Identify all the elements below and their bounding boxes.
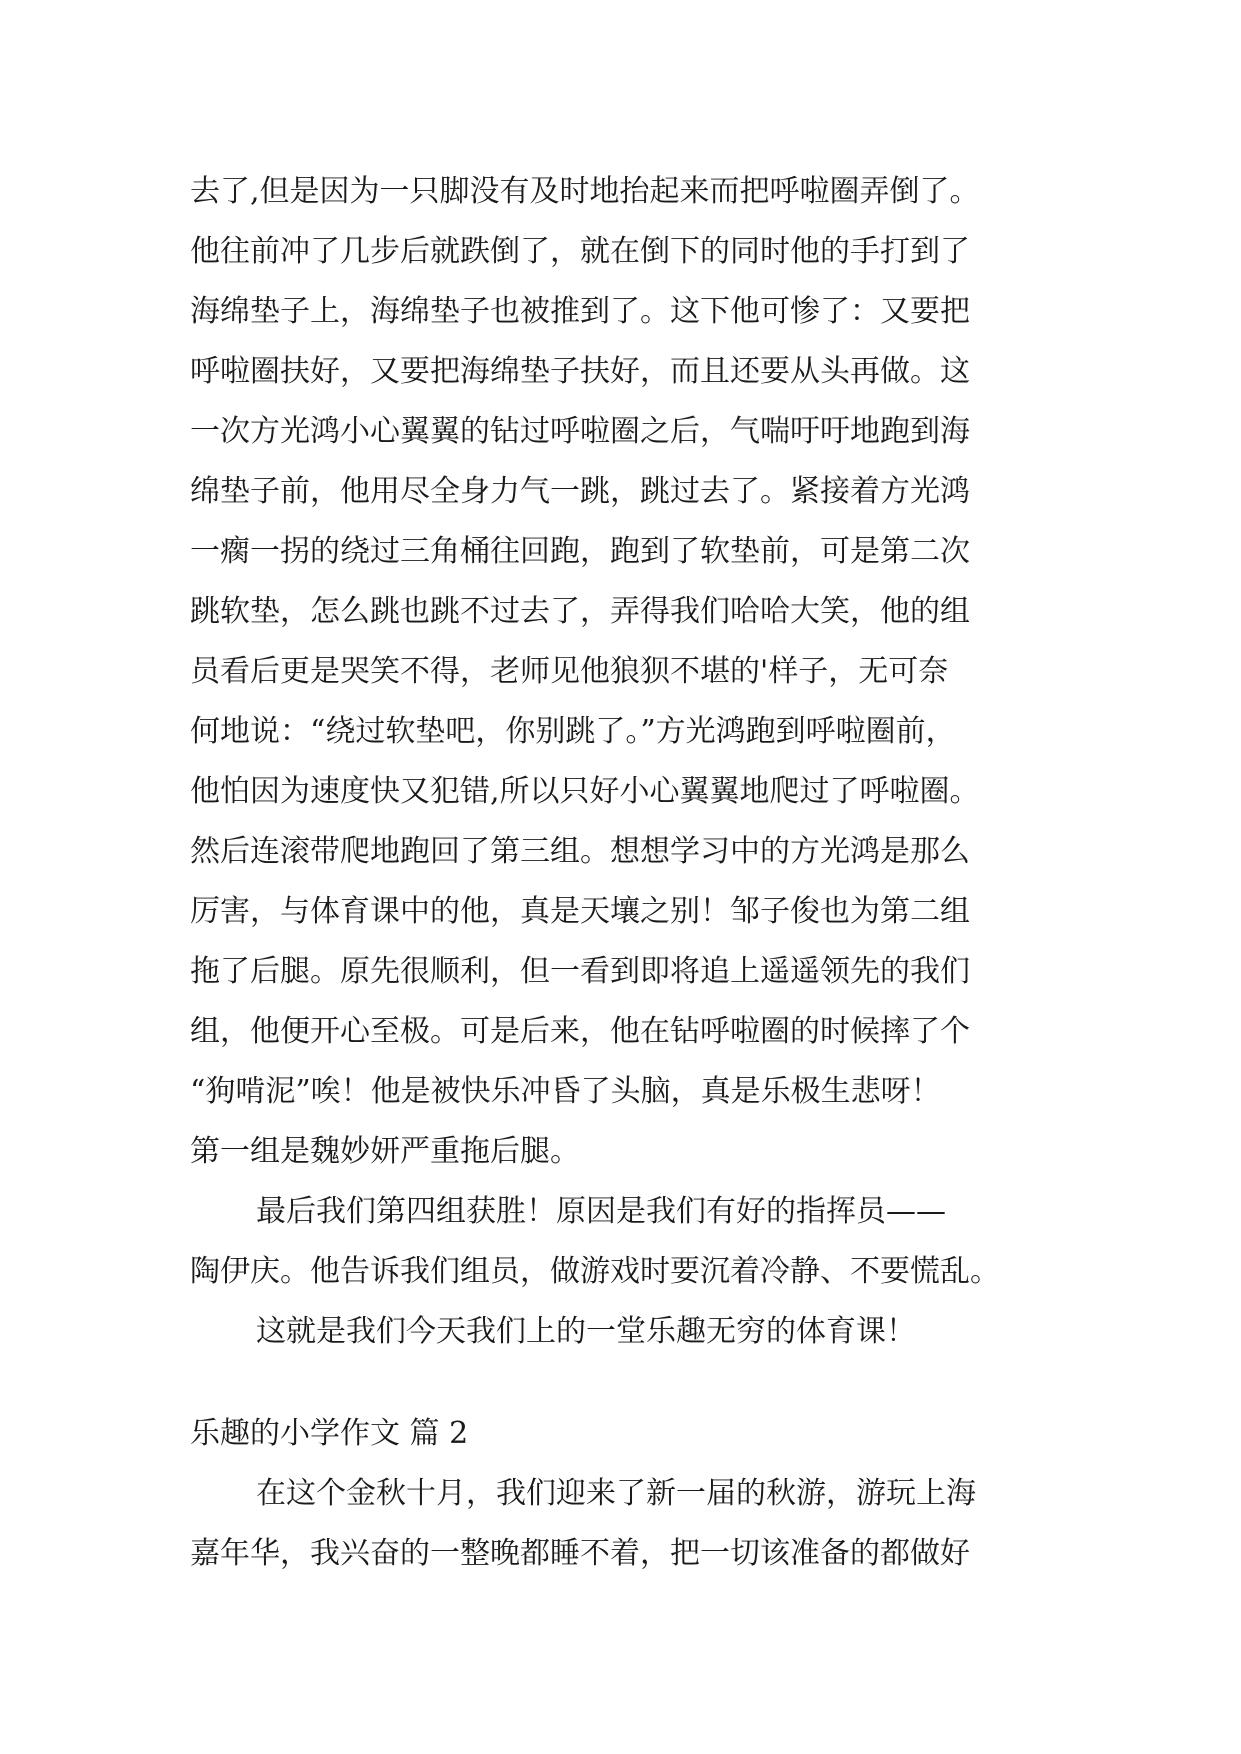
text-line: 组，他便开心至极。可是后来，他在钻呼啦圈的时候摔了个	[190, 1014, 970, 1049]
paragraph-first-line: 最后我们第四组获胜！原因是我们有好的指挥员——	[256, 1194, 946, 1229]
text-line: 何地说：“绕过软垫吧，你别跳了。”方光鸿跑到呼啦圈前，	[190, 714, 956, 749]
text-line: 员看后更是哭笑不得，老师见他狼狈不堪的'样子，无可奈	[190, 654, 949, 689]
text-line: 他往前冲了几步后就跌倒了，就在倒下的同时他的手打到了	[190, 234, 970, 269]
paragraph-first-line: 在这个金秋十月，我们迎来了新一届的秋游，游玩上海	[256, 1476, 976, 1511]
text-line: 他怕因为速度快又犯错,所以只好小心翼翼地爬过了呼啦圈。	[190, 774, 980, 809]
paragraph-first-line: 这就是我们今天我们上的一堂乐趣无穷的体育课！	[256, 1314, 916, 1349]
text-line: 去了,但是因为一只脚没有及时地抬起来而把呼啦圈弄倒了。	[190, 174, 980, 209]
text-line: 然后连滚带爬地跑回了第三组。想想学习中的方光鸿是那么	[190, 834, 970, 869]
text-line: “狗啃泥”唉！他是被快乐冲昏了头脑，真是乐极生悲呀！	[190, 1074, 941, 1109]
text-line: 拖了后腿。原先很顺利，但一看到即将追上遥遥领先的我们	[190, 954, 970, 989]
text-line: 嘉年华，我兴奋的一整晚都睡不着，把一切该准备的都做好	[190, 1536, 970, 1571]
text-line: 陶伊庆。他告诉我们组员，做游戏时要沉着冷静、不要慌乱。	[190, 1254, 1000, 1289]
document-body	[190, 162, 1090, 1584]
text-line: 跳软垫，怎么跳也跳不过去了，弄得我们哈哈大笑，他的组	[190, 594, 970, 629]
text-line: 绵垫子前，他用尽全身力气一跳，跳过去了。紧接着方光鸿	[190, 474, 970, 509]
text-line: 一次方光鸿小心翼翼的钻过呼啦圈之后，气喘吁吁地跑到海	[190, 414, 970, 449]
text-line: 厉害，与体育课中的他，真是天壤之别！邹子俊也为第二组	[190, 894, 970, 929]
section-title: 乐趣的小学作文 篇 2	[190, 1416, 469, 1451]
text-line: 海绵垫子上，海绵垫子也被推到了。这下他可惨了：又要把	[190, 294, 970, 329]
text-line: 一瘸一拐的绕过三角桶往回跑，跑到了软垫前，可是第二次	[190, 534, 970, 569]
text-line: 呼啦圈扶好，又要把海绵垫子扶好，而且还要从头再做。这	[190, 354, 970, 389]
text-line: 第一组是魏妙妍严重拖后腿。	[190, 1134, 580, 1169]
section-gap	[190, 1362, 1090, 1404]
